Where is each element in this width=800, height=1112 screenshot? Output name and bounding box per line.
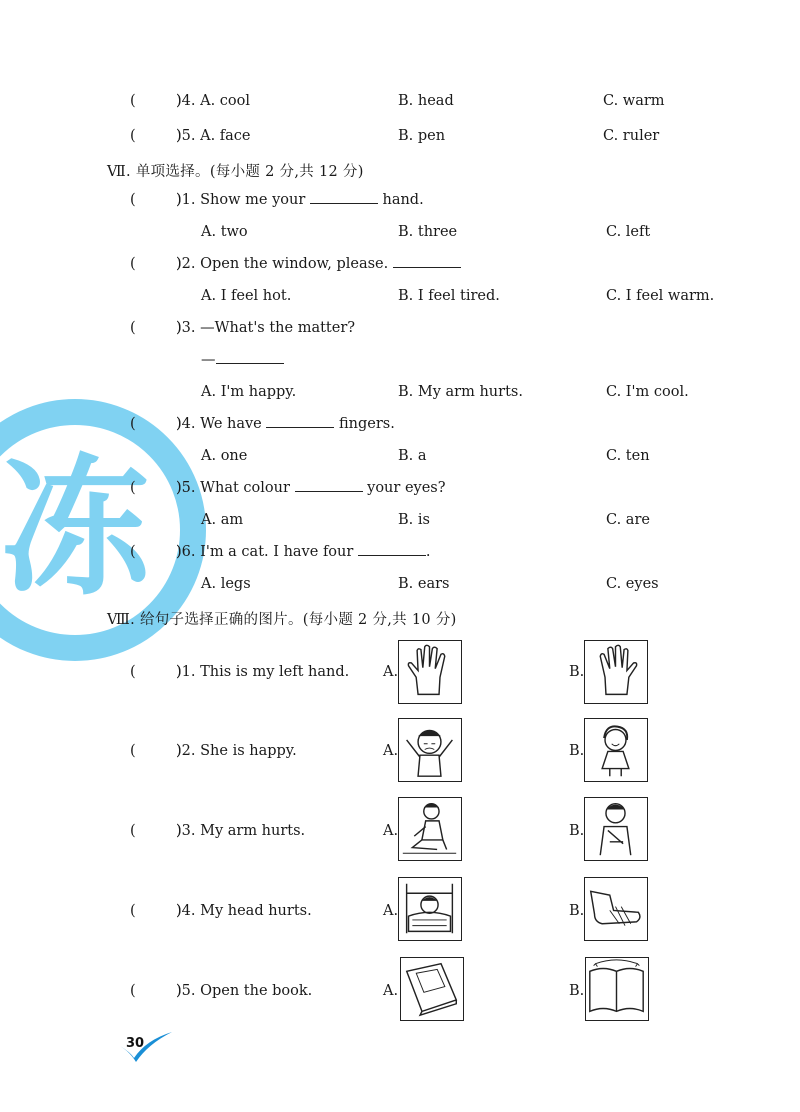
option-b-label: B. [569,903,585,919]
page-number [118,1030,174,1066]
picture-question-3: )3. My arm hurts. [176,823,306,839]
option-b: B. pen [398,128,446,144]
option-a-label: A. [383,743,399,759]
option-a: A. I'm happy. [201,384,297,400]
option-b: B. is [398,512,430,528]
option-c: C. I'm cool. [606,384,689,400]
option-a: A. am [201,512,244,528]
bandaged-foot-icon[interactable] [584,877,648,941]
option-c: C. ruler [603,128,660,144]
option-c: C. are [606,512,650,528]
option-c: C. ten [606,448,650,464]
option-b-label: B. [569,823,585,839]
hand-icon[interactable] [398,640,462,704]
option-b: B. ears [398,576,450,592]
question-3: )3. —What's the matter? [176,320,356,336]
picture-question-1: )1. This is my left hand. [176,664,350,680]
option-b-label: B. [569,664,585,680]
option-b: B. head [398,93,454,109]
option-a-label: A. [383,983,399,999]
option-b: B. I feel tired. [398,288,500,304]
picture-question-2: )2. She is happy. [176,743,297,759]
option-c: C. I feel warm. [606,288,715,304]
option-c: C. left [606,224,651,240]
option-a: A. legs [201,576,251,592]
option-b: B. My arm hurts. [398,384,523,400]
sick-in-bed-icon[interactable] [398,877,462,941]
svg-text:冻: 冻 [0,442,151,616]
section-8-heading: Ⅷ. 给句子选择正确的图片。(每小题 2 分,共 10 分) [107,612,457,628]
option-a: )4. A. cool [176,93,251,109]
option-a-label: A. [383,664,399,680]
option-c: C. eyes [606,576,659,592]
option-b: B. a [398,448,427,464]
option-a: A. I feel hot. [201,288,292,304]
option-a: A. one [201,448,248,464]
section-7-heading: Ⅶ. 单项选择。(每小题 2 分,共 12 分) [107,164,364,180]
picture-question-4: )4. My head hurts. [176,903,312,919]
page-number-text: 30 [126,1036,145,1051]
question-1: )1. Show me your hand. [176,192,424,208]
closed-book-icon[interactable] [400,957,464,1021]
boy-sitting-icon[interactable] [398,797,462,861]
picture-question-5: )5. Open the book. [176,983,313,999]
boy-arm-sling-icon[interactable] [584,797,648,861]
option-a: )5. A. face [176,128,251,144]
open-book-icon[interactable] [585,957,649,1021]
option-a-label: A. [383,823,399,839]
question-5: )5. What colour your eyes? [176,480,446,496]
question-2: )2. Open the window, please. [176,256,461,272]
happy-girl-icon[interactable] [584,718,648,782]
question-4: )4. We have fingers. [176,416,395,432]
option-b-label: B. [569,983,585,999]
question-6: )6. I'm a cat. I have four . [176,544,431,560]
option-b: B. three [398,224,458,240]
option-b-label: B. [569,743,585,759]
option-a: A. two [201,224,248,240]
question-3-reply: — [201,352,284,368]
crying-boy-icon[interactable] [398,718,462,782]
option-c: C. warm [603,93,665,109]
hand-icon[interactable] [584,640,648,704]
option-a-label: A. [383,903,399,919]
